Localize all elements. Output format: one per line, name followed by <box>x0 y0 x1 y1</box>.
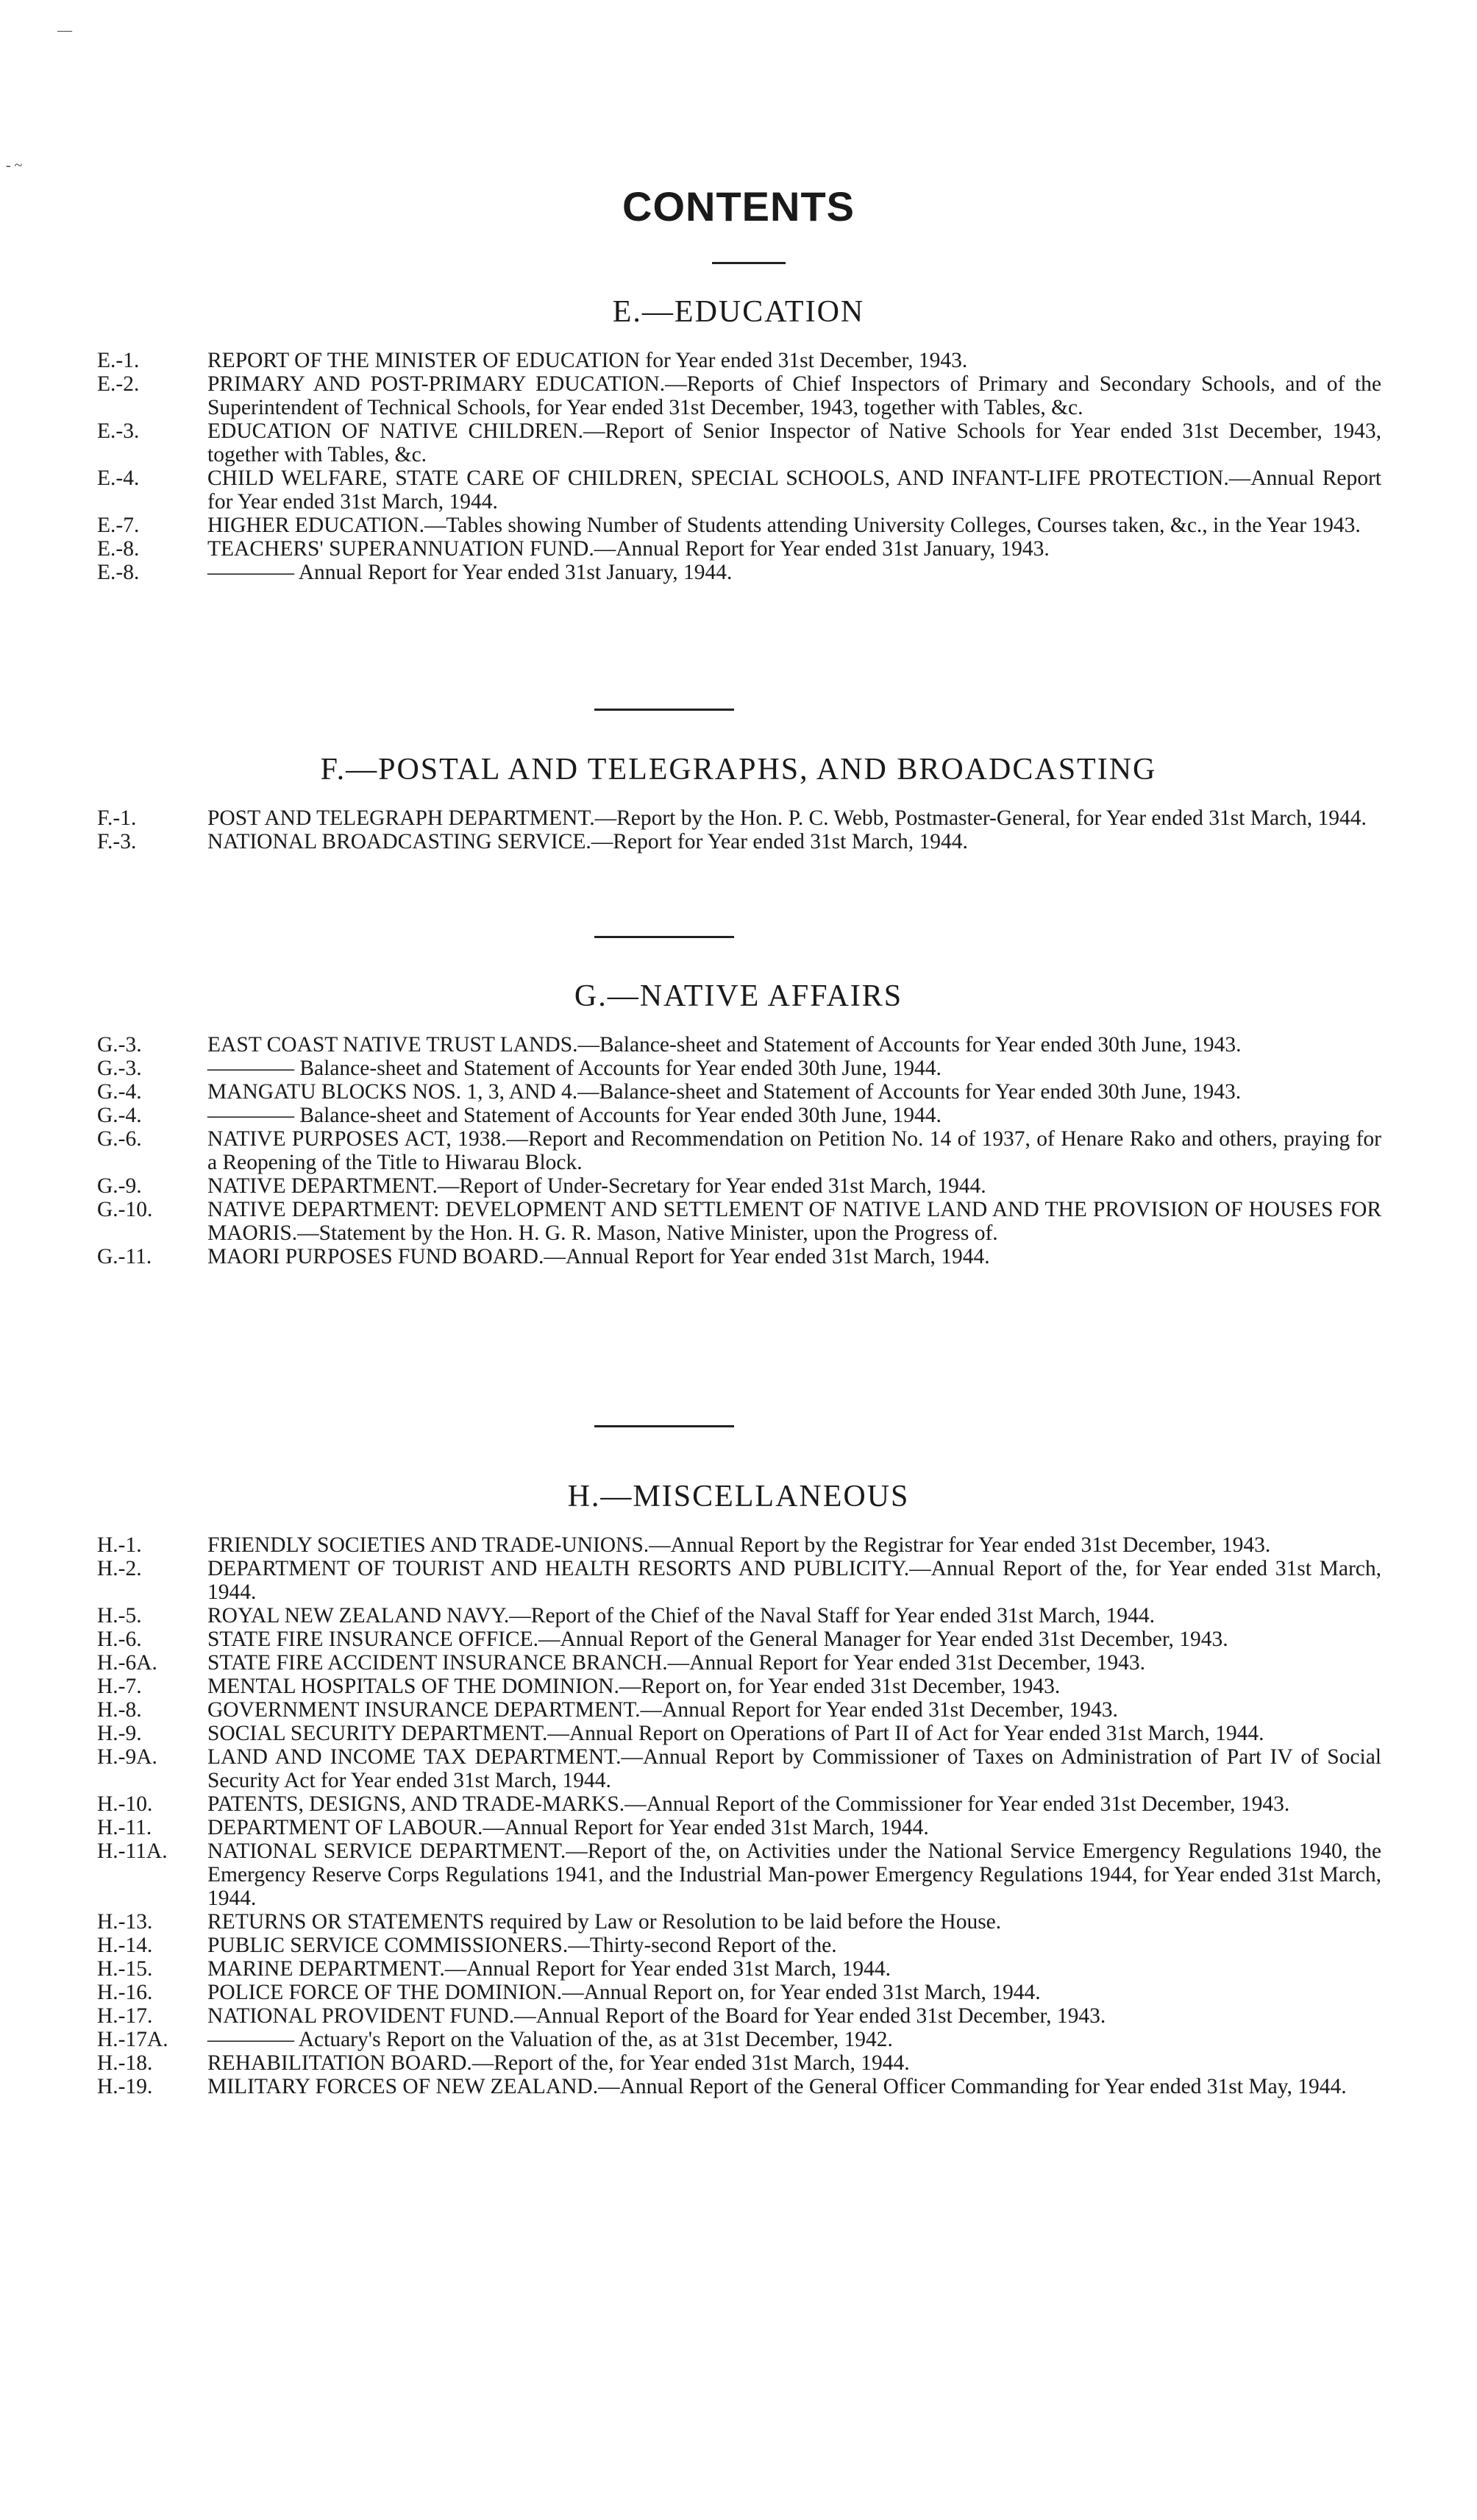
entry-text: PUBLIC SERVICE COMMISSIONERS.—Thirty-second Report of the. <box>207 1934 837 1957</box>
entry-code: E.-7. <box>97 514 140 537</box>
list-item <box>0 2004 1477 2028</box>
section-divider <box>594 1425 734 1427</box>
entry-text: HIGHER EDUCATION.—Tables showing Number of Students attending University Colleges, Courses taken, &c., in the Year 1943. <box>207 514 1361 537</box>
entry-text: CHILD WELFARE, STATE CARE OF CHILDREN, SPECIAL SCHOOLS, AND INFANT-LIFE PROTECTION.—Annual Report for Year ended 31st March, 1944. <box>207 466 1381 514</box>
entry-text: EAST COAST NATIVE TRUST LANDS.—Balance-sheet and Statement of Accounts for Year ended 30th June, 1943. <box>207 1033 1242 1057</box>
list-item <box>0 1816 1477 1839</box>
section-divider <box>594 936 734 938</box>
list-item <box>0 1533 1477 1557</box>
list-item <box>0 561 1477 584</box>
entry-text: ROYAL NEW ZEALAND NAVY.—Report of the Chief of the Naval Staff for Year ended 31st March, 1944. <box>207 1604 1155 1628</box>
list-item <box>0 1033 1477 1057</box>
margin-mark-top: — <box>57 22 72 38</box>
entry-code: G.-3. <box>97 1033 142 1057</box>
entry-code: H.-17. <box>97 2004 153 2028</box>
list-item <box>0 806 1477 830</box>
entry-text: ———— Actuary's Report on the Valuation of the, as at 31st December, 1942. <box>207 2028 893 2051</box>
entry-text: MAORI PURPOSES FUND BOARD.—Annual Report for Year ended 31st March, 1944. <box>207 1245 990 1268</box>
entry-code: H.-19. <box>97 2075 153 2098</box>
entry-code: E.-3. <box>97 419 140 443</box>
entry-code: H.-2. <box>97 1557 142 1580</box>
entry-code: G.-4. <box>97 1104 142 1127</box>
entry-text: ———— Balance-sheet and Statement of Accounts for Year ended 30th June, 1944. <box>207 1104 942 1127</box>
list-item <box>0 1174 1477 1198</box>
margin-mark-left: - ~ <box>6 157 23 174</box>
entry-code: H.-10. <box>97 1792 153 1816</box>
list-item <box>0 1628 1477 1651</box>
entry-code: G.-6. <box>97 1127 142 1151</box>
entry-text: NATIONAL BROADCASTING SERVICE.—Report for Year ended 31st March, 1944. <box>207 830 968 853</box>
list-item <box>0 2051 1477 2075</box>
list-item <box>0 1698 1477 1722</box>
section-native-affairs <box>0 979 1477 1268</box>
section-heading: F.—POSTAL AND TELEGRAPHS, AND BROADCASTING <box>320 753 1157 787</box>
list-item <box>0 514 1477 537</box>
list-item <box>0 1745 1477 1792</box>
section-education <box>0 294 1477 584</box>
list-item <box>0 537 1477 561</box>
list-item <box>0 1934 1477 1957</box>
entry-text: ———— Annual Report for Year ended 31st January, 1944. <box>207 561 733 584</box>
entry-text: STATE FIRE INSURANCE OFFICE.—Annual Report of the General Manager for Year ended 31st December, 1943. <box>207 1628 1228 1651</box>
entry-code: F.-1. <box>97 806 137 830</box>
entry-text: LAND AND INCOME TAX DEPARTMENT.—Annual Report by Commissioner of Taxes on Administration of Part IV of Social Security Act for Year ended 31st March, 1944. <box>207 1745 1381 1792</box>
entry-text: NATIONAL PROVIDENT FUND.—Annual Report of the Board for Year ended 31st December, 1943. <box>207 2004 1106 2028</box>
list-item <box>0 1198 1477 1245</box>
entry-text: NATIVE PURPOSES ACT, 1938.—Report and Recommendation on Petition No. 14 of 1937, of Henare Rako and others, praying for a Reopening of the Title to Hiwarau Block. <box>207 1127 1381 1174</box>
entry-text: NATIONAL SERVICE DEPARTMENT.—Report of the, on Activities under the National Service Emergency Regulations 1940, the Emergency Reserve Corps Regulations 1941, and the Industrial Man-power Emergency Regulations 1944, for Year ended 31st March, 1944. <box>207 1839 1381 1910</box>
list-item <box>0 1722 1477 1745</box>
entry-text: NATIVE DEPARTMENT: DEVELOPMENT AND SETTLEMENT OF NATIVE LAND AND THE PROVISION OF HOUSES FOR MAORIS.—Statement by the Hon. H. G. R. Mason, Native Minister, upon the Progress of. <box>207 1198 1381 1245</box>
entry-code: H.-5. <box>97 1604 142 1628</box>
entry-code: H.-16. <box>97 1981 153 2004</box>
entry-text: GOVERNMENT INSURANCE DEPARTMENT.—Annual Report for Year ended 31st December, 1943. <box>207 1698 1118 1722</box>
list-item <box>0 1080 1477 1104</box>
entry-code: H.-11. <box>97 1816 152 1839</box>
entry-text: POLICE FORCE OF THE DOMINION.—Annual Report on, for Year ended 31st March, 1944. <box>207 1981 1041 2004</box>
entry-text: DEPARTMENT OF TOURIST AND HEALTH RESORTS AND PUBLICITY.—Annual Report of the, for Year ended 31st March, 1944. <box>207 1557 1381 1604</box>
entry-code: E.-8. <box>97 561 140 584</box>
entry-text: MANGATU BLOCKS NOS. 1, 3, AND 4.—Balance-sheet and Statement of Accounts for Year ended 30th June, 1943. <box>207 1080 1242 1104</box>
entry-code: G.-9. <box>97 1174 142 1198</box>
section-miscellaneous <box>0 1479 1477 2098</box>
entry-text: MILITARY FORCES OF NEW ZEALAND.—Annual Report of the General Officer Commanding for Year ended 31st May, 1944. <box>207 2075 1347 2098</box>
list-item <box>0 349 1477 372</box>
entry-text: TEACHERS' SUPERANNUATION FUND.—Annual Report for Year ended 31st January, 1943. <box>207 537 1050 561</box>
entry-text: POST AND TELEGRAPH DEPARTMENT.—Report by the Hon. P. C. Webb, Postmaster-General, for Year ended 31st March, 1944. <box>207 806 1367 830</box>
entry-text: FRIENDLY SOCIETIES AND TRADE-UNIONS.—Annual Report by the Registrar for Year ended 31st December, 1943. <box>207 1533 1271 1557</box>
list-item <box>0 1675 1477 1698</box>
entry-text: SOCIAL SECURITY DEPARTMENT.—Annual Report on Operations of Part II of Act for Year ended 31st March, 1944. <box>207 1722 1264 1745</box>
entry-code: H.-8. <box>97 1698 142 1722</box>
list-item <box>0 1981 1477 2004</box>
list-item <box>0 830 1477 853</box>
list-item <box>0 1651 1477 1675</box>
entry-text: DEPARTMENT OF LABOUR.—Annual Report for Year ended 31st March, 1944. <box>207 1816 929 1839</box>
entry-code: G.-10. <box>97 1198 153 1221</box>
section-divider <box>594 709 734 711</box>
entry-code: H.-6A. <box>97 1651 157 1675</box>
entry-code: H.-9A. <box>97 1745 157 1769</box>
entry-code: E.-4. <box>97 466 140 490</box>
entry-code: G.-4. <box>97 1080 142 1104</box>
list-item <box>0 419 1477 466</box>
list-item <box>0 2028 1477 2051</box>
list-item <box>0 1104 1477 1127</box>
entry-text: STATE FIRE ACCIDENT INSURANCE BRANCH.—Annual Report for Year ended 31st December, 1943. <box>207 1651 1145 1675</box>
entry-code: E.-1. <box>97 349 140 372</box>
list-item <box>0 1792 1477 1816</box>
list-item <box>0 1057 1477 1080</box>
list-item <box>0 1557 1477 1604</box>
entry-text: PRIMARY AND POST-PRIMARY EDUCATION.—Reports of Chief Inspectors of Primary and Secondary Schools, and of the Superintendent of Technical Schools, for Year ended 31st December, 1943, together with Tables, &c. <box>207 372 1381 419</box>
title-rule <box>712 262 786 264</box>
entry-text: RETURNS OR STATEMENTS required by Law or Resolution to be laid before the House. <box>207 1910 1002 1934</box>
entry-code: E.-2. <box>97 372 140 396</box>
list-item <box>0 1604 1477 1628</box>
entry-code: G.-3. <box>97 1057 142 1080</box>
entry-code: G.-11. <box>97 1245 152 1268</box>
list-item <box>0 372 1477 419</box>
list-item <box>0 466 1477 514</box>
section-postal <box>0 752 1477 853</box>
entry-code: H.-11A. <box>97 1839 168 1863</box>
page-title: CONTENTS <box>622 183 855 230</box>
entry-text: MENTAL HOSPITALS OF THE DOMINION.—Report on, for Year ended 31st December, 1943. <box>207 1675 1061 1698</box>
entry-text: EDUCATION OF NATIVE CHILDREN.—Report of Senior Inspector of Native Schools for Year ended 31st December, 1943, together with Tables, &c. <box>207 419 1381 466</box>
list-item <box>0 1127 1477 1174</box>
section-heading: E.—EDUCATION <box>612 295 865 329</box>
list-item <box>0 2075 1477 2098</box>
list-item <box>0 1910 1477 1934</box>
entry-code: H.-1. <box>97 1533 142 1557</box>
entry-code: H.-14. <box>97 1934 153 1957</box>
entry-text: MARINE DEPARTMENT.—Annual Report for Year ended 31st March, 1944. <box>207 1957 891 1981</box>
entry-code: H.-15. <box>97 1957 153 1981</box>
section-heading: G.—NATIVE AFFAIRS <box>574 979 903 1013</box>
list-item <box>0 1957 1477 1981</box>
entry-code: H.-18. <box>97 2051 153 2075</box>
entry-text: NATIVE DEPARTMENT.—Report of Under-Secretary for Year ended 31st March, 1944. <box>207 1174 986 1198</box>
list-item <box>0 1839 1477 1910</box>
section-heading: H.—MISCELLANEOUS <box>567 1480 910 1513</box>
entry-text: REPORT OF THE MINISTER OF EDUCATION for Year ended 31st December, 1943. <box>207 349 968 372</box>
entry-code: H.-6. <box>97 1628 142 1651</box>
entry-text: ———— Balance-sheet and Statement of Accounts for Year ended 30th June, 1944. <box>207 1057 942 1080</box>
entry-code: H.-13. <box>97 1910 153 1934</box>
entry-code: F.-3. <box>97 830 137 853</box>
entry-code: H.-7. <box>97 1675 142 1698</box>
entry-text: REHABILITATION BOARD.—Report of the, for Year ended 31st March, 1944. <box>207 2051 910 2075</box>
entry-code: H.-9. <box>97 1722 142 1745</box>
entry-code: E.-8. <box>97 537 140 561</box>
entry-text: PATENTS, DESIGNS, AND TRADE-MARKS.—Annual Report of the Commissioner for Year ended 31st December, 1943. <box>207 1792 1290 1816</box>
entry-code: H.-17A. <box>97 2028 168 2051</box>
list-item <box>0 1245 1477 1268</box>
